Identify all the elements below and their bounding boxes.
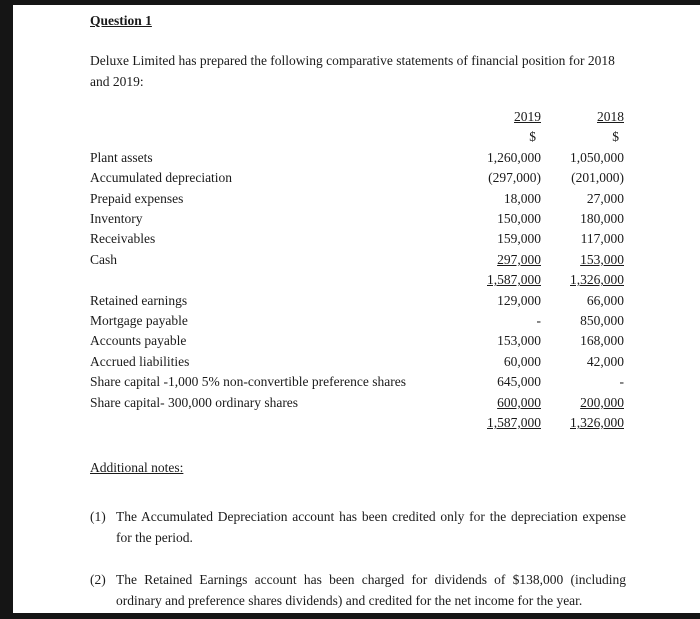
- row-label: Cash: [90, 251, 117, 267]
- row-label: Accrued liabilities: [90, 353, 190, 369]
- table-row: [90, 229, 624, 249]
- intro-paragraph: Deluxe Limited has prepared the following comparative statements of financial position for 2018 and 2019:: [90, 53, 615, 89]
- column-header-2018: 2018: [597, 109, 624, 124]
- note-number: (1): [90, 508, 106, 524]
- table-header-row: [90, 107, 624, 127]
- financial-position-table: [90, 107, 624, 434]
- value-2018: 66,000: [586, 292, 624, 308]
- note-item-2: [90, 569, 626, 611]
- value-2018: 117,000: [580, 231, 624, 247]
- table-row: [90, 393, 624, 413]
- value-2019: 600,000: [497, 394, 541, 410]
- value-2019: 150,000: [497, 211, 541, 227]
- total-2019: 1,587,000: [487, 415, 541, 431]
- row-label: [90, 413, 446, 433]
- table-row: [90, 168, 624, 188]
- currency-row: [90, 127, 624, 147]
- value-2018: 200,000: [580, 394, 624, 410]
- left-border: [0, 0, 13, 619]
- additional-notes-heading: Additional notes:: [90, 459, 184, 475]
- table-row: [90, 331, 624, 351]
- row-label: Mortgage payable: [90, 313, 188, 329]
- column-header-2019: 2019: [514, 109, 541, 124]
- value-2019: 1,260,000: [487, 149, 541, 165]
- value-2019: -: [536, 313, 541, 329]
- value-2018: 42,000: [586, 353, 624, 369]
- value-2019: 60,000: [503, 353, 541, 369]
- row-label: Accounts payable: [90, 333, 187, 349]
- note-text: The Retained Earnings account has been charged for dividends of $138,000 (including ordinary and preference shares dividends) and credited for the net income for the year.: [116, 571, 626, 608]
- row-label: Prepaid expenses: [90, 190, 184, 206]
- row-label: Inventory: [90, 211, 143, 227]
- value-2018: -: [619, 374, 624, 390]
- total-2019: 1,587,000: [487, 272, 541, 288]
- table-row: [90, 291, 624, 311]
- row-label: Receivables: [90, 231, 156, 247]
- value-2018: 1,050,000: [570, 149, 624, 165]
- total-row: [90, 270, 624, 290]
- row-label: Share capital -1,000 5% non-convertible preference shares: [90, 374, 406, 390]
- table-row: [90, 372, 624, 392]
- question-title: Question 1: [90, 13, 152, 28]
- value-2019: 153,000: [497, 333, 541, 349]
- bottom-border: [0, 613, 700, 619]
- table-row: [90, 189, 624, 209]
- value-2019: 159,000: [497, 231, 541, 247]
- value-2019: 18,000: [503, 190, 541, 206]
- currency-symbol: $: [529, 129, 536, 145]
- page-content: [90, 5, 626, 611]
- note-number: (2): [90, 571, 106, 587]
- row-label: Plant assets: [90, 149, 153, 165]
- row-label: Retained earnings: [90, 292, 188, 308]
- value-2018: 850,000: [580, 313, 624, 329]
- value-2019: 645,000: [497, 374, 541, 390]
- row-label: Accumulated depreciation: [90, 170, 233, 186]
- table-row: [90, 250, 624, 270]
- note-item-1: [90, 506, 626, 548]
- value-2019: 297,000: [497, 251, 541, 267]
- value-2019: 129,000: [497, 292, 541, 308]
- value-2018: 27,000: [586, 190, 624, 206]
- table-row: [90, 352, 624, 372]
- value-2018: 153,000: [580, 251, 624, 267]
- value-2019: (297,000): [488, 170, 541, 186]
- currency-symbol: $: [612, 129, 619, 145]
- row-label: [90, 270, 446, 290]
- table-row: [90, 311, 624, 331]
- value-2018: 168,000: [580, 333, 624, 349]
- value-2018: 180,000: [580, 211, 624, 227]
- table-row: [90, 148, 624, 168]
- total-2018: 1,326,000: [570, 415, 624, 431]
- total-2018: 1,326,000: [570, 272, 624, 288]
- value-2018: (201,000): [571, 170, 624, 186]
- row-label: Share capital- 300,000 ordinary shares: [90, 394, 299, 410]
- table-row: [90, 209, 624, 229]
- note-text: The Accumulated Depreciation account has been credited only for the depreciation expense for the period.: [116, 508, 626, 545]
- total-row: [90, 413, 624, 433]
